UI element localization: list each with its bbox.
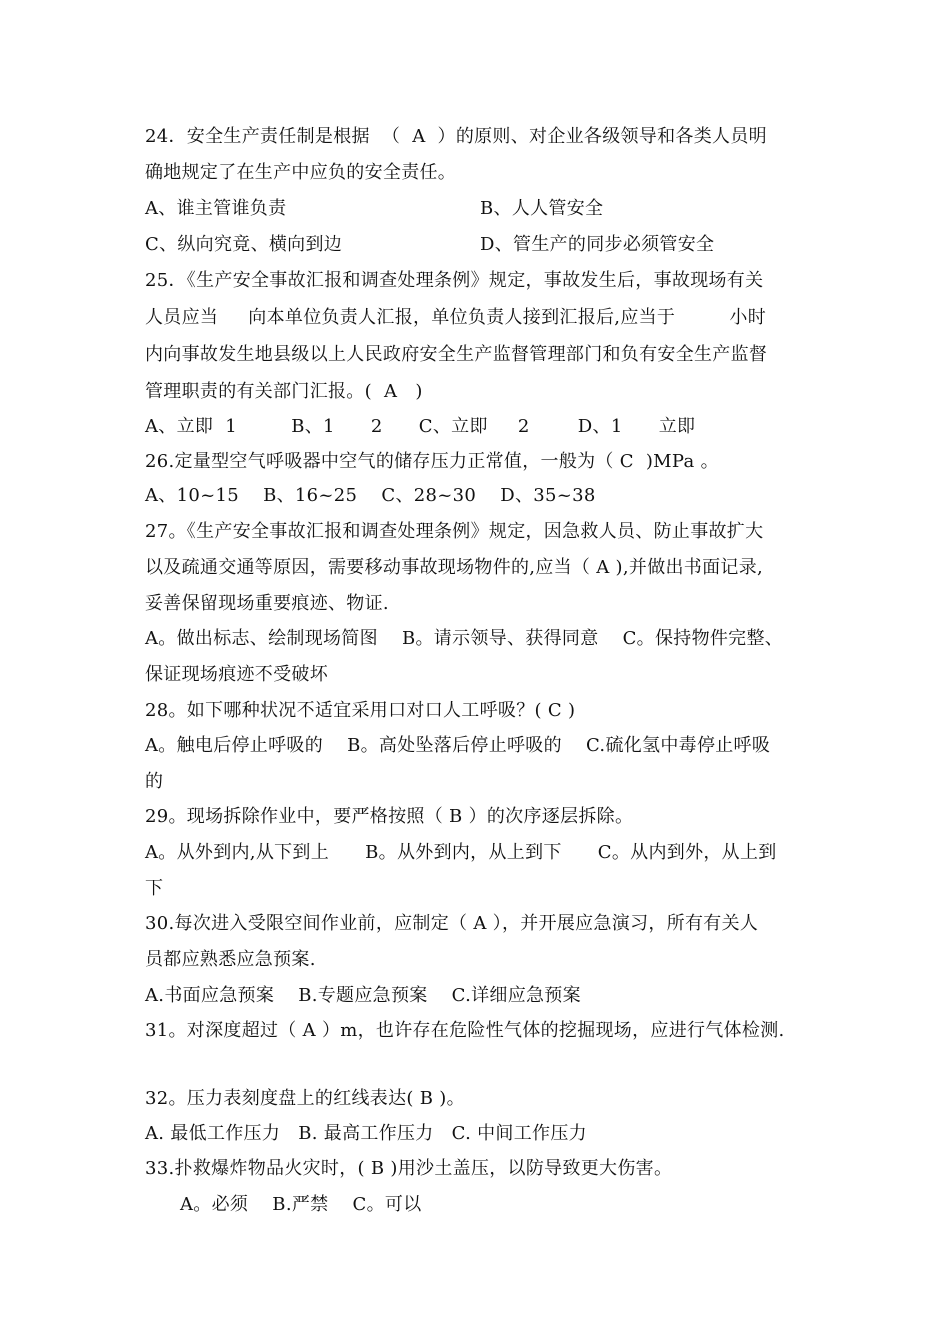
q33-options: A。必须 B.严禁 C。可以 <box>180 1194 422 1215</box>
q28-options-line-1: A。触电后停止呼吸的 B。高处坠落后停止呼吸的 C.硫化氢中毒停止呼吸 <box>145 735 771 756</box>
q25-text-line-3: 内向事故发生地县级以上人民政府安全生产监督管理部门和负有安全生产监督 <box>145 344 768 365</box>
q24-option-c: C、纵向究竟、横向到边 <box>145 234 343 255</box>
q25-options: A、立即 1 B、1 2 C、立即 2 D、1 立即 <box>145 416 696 437</box>
q29-options-line-2: 下 <box>145 878 164 899</box>
q29-options-line-1: A。从外到内,从下到上 B。从外到内，从上到下 C。从内到外，从上到 <box>145 842 777 863</box>
q26-options: A、10~15 B、16~25 C、28~30 D、35~38 <box>145 485 596 506</box>
q25-text-line-1: 25．《生产安全事故汇报和调查处理条例》规定，事故发生后，事故现场有关 <box>145 270 764 291</box>
q24-option-d: D、管生产的同步必须管安全 <box>480 234 715 255</box>
q30-text-line-1: 30.每次进入受限空间作业前，应制定（ A ），并开展应急演习，所有有关人 <box>145 913 759 934</box>
q28-options-line-2: 的 <box>145 771 164 792</box>
q24-text-line-1: 24．安全生产责任制是根据 （ A ）的原则、对企业各级领导和各类人员明 <box>145 126 767 147</box>
q26-text-line-1: 26.定量型空气呼吸器中空气的储存压力正常值，一般为（ C )MPa 。 <box>145 451 719 472</box>
q29-text-line-1: 29。现场拆除作业中，要严格按照（ B ）的次序逐层拆除。 <box>145 806 634 827</box>
q24-option-a: A、谁主管谁负责 <box>145 198 287 219</box>
q30-text-line-2: 员都应熟悉应急预案. <box>145 949 316 970</box>
q27-text-line-2: 以及疏通交通等原因，需要移动事故现场物件的,应当（ A ),并做出书面记录, <box>145 557 764 578</box>
q27-options-line-1: A。做出标志、绘制现场简图 B。请示领导、获得同意 C。保持物件完整、 <box>145 628 784 649</box>
q25-text-line-2: 人员应当 向本单位负责人汇报，单位负责人接到汇报后,应当于 小时 <box>145 307 767 328</box>
q31-text-line-1: 31。对深度超过（ A ）m，也许存在危险性气体的挖掘现场，应进行气体检测. <box>145 1020 785 1041</box>
q33-text-line-1: 33.扑救爆炸物品火灾时，( B )用沙土盖压，以防导致更大伤害。 <box>145 1158 673 1179</box>
q27-text-line-1: 27。《生产安全事故汇报和调查处理条例》规定，因急救人员、防止事故扩大 <box>145 521 764 542</box>
q24-option-b: B、人人管安全 <box>480 198 604 219</box>
q32-text-line-1: 32。压力表刻度盘上的红线表达( B )。 <box>145 1088 465 1109</box>
q27-options-line-2: 保证现场痕迹不受破坏 <box>145 664 328 685</box>
q27-text-line-3: 妥善保留现场重要痕迹、物证. <box>145 593 389 614</box>
q30-options: A.书面应急预案 B.专题应急预案 C.详细应急预案 <box>145 985 581 1006</box>
q25-text-line-4: 管理职责的有关部门汇报。( A ) <box>145 381 423 402</box>
q24-text-line-2: 确地规定了在生产中应负的安全责任。 <box>145 162 457 183</box>
q28-text-line-1: 28。如下哪种状况不适宜采用口对口人工呼吸？( C ) <box>145 700 576 721</box>
q32-options: A. 最低工作压力 B. 最高工作压力 C. 中间工作压力 <box>145 1123 587 1144</box>
